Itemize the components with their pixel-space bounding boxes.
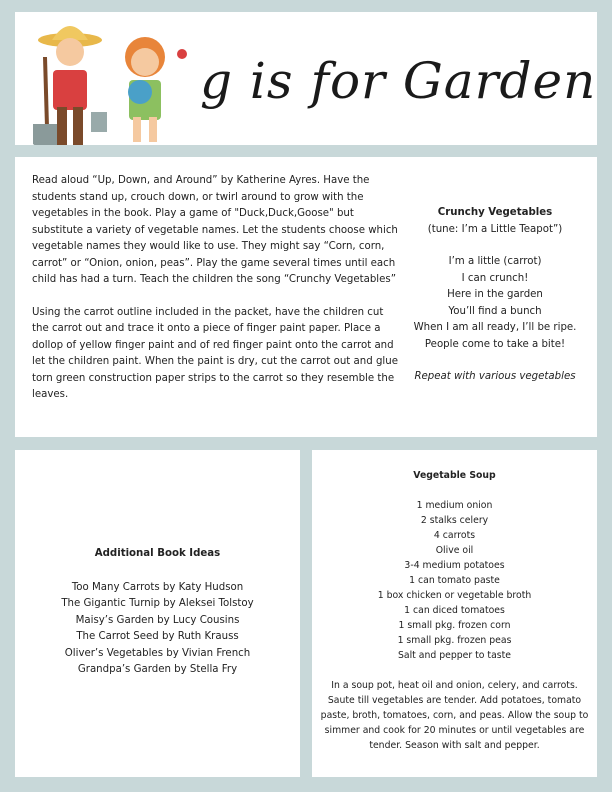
book-ideas-panel (15, 450, 300, 777)
song-tune: (tune: I’m a Little Teapot”) (427, 223, 563, 235)
children-gardening-illustration (25, 12, 195, 145)
song-title: Crunchy Vegetables (437, 207, 553, 218)
soup-title: Vegetable Soup (413, 470, 496, 481)
ingredient: 1 can tomato paste (409, 575, 500, 586)
ingredient: Olive oil (435, 545, 474, 556)
header (15, 12, 597, 145)
activity-paragraph: Using the carrot outline included in the packet, have the children cut the carrot out and trace it onto a piece of finger paint paper. Place a dollop of yellow finger paint and of red finger paint onto the carrot and let the children paint. When the paint is dry, cut the carrot out and glue torn green construction paper strips to the carrot so they resemble the leaves. (32, 306, 398, 400)
ingredient: 3-4 medium potatoes (404, 560, 505, 571)
activity-paragraph: Read aloud “Up, Down, and Around” by Katherine Ayres. Have the students stand up, crouch down, or twirl around to grow with the vegetables in the book. Play a game of "Duck,Duck,Goose" but substitute a variety of vegetable names. Let the students choose which vegetable names they would like to use. They might say “Corn, corn, carrot” or “Onion, onion, peas”. Play the game several times until each child has had a turn. Teach the children the song “Crunchy Vegetables” (32, 175, 398, 285)
ingredient: 4 carrots (433, 530, 476, 541)
ingredient: 2 stalks celery (420, 515, 489, 526)
soup-recipe-panel (312, 450, 597, 777)
ingredient: 1 small pkg. frozen corn (398, 620, 511, 631)
soup-directions: In a soup pot, heat oil and onion, celery, and carrots. Saute till vegetables are tender. Add potatoes, tomato paste, broth, tomatoes, corn, and peas. Allow the soup to simmer and cook for 20 minutes or until vegetables are tender. Season with salt and pepper. (320, 680, 589, 751)
book-item: The Carrot Seed by Ruth Krauss (76, 631, 239, 642)
book-item: Oliver’s Vegetables by Vivian French (64, 647, 251, 659)
song-line: When I am all ready, I’ll be ripe. (413, 322, 577, 333)
ingredient: 1 medium onion (416, 500, 493, 511)
ingredient: Salt and pepper to taste (398, 650, 511, 661)
ingredient: 1 small pkg. frozen peas (397, 635, 512, 646)
book-item: Maisy’s Garden by Lucy Cousins (75, 614, 240, 626)
book-item: The Gigantic Turnip by Aleksei Tolstoy (61, 598, 254, 609)
song-line: I’m a little (carrot) (448, 256, 542, 267)
ingredient: 1 box chicken or vegetable broth (377, 590, 532, 601)
books-title: Additional Book Ideas (94, 548, 221, 559)
song-note: Repeat with various vegetables (414, 371, 576, 382)
page-title: g is for Garden (200, 52, 597, 110)
song-line: Here in the garden (447, 289, 543, 300)
book-item: Grandpa’s Garden by Stella Fry (77, 664, 238, 675)
ingredient: 1 can diced tomatoes (404, 605, 505, 616)
book-item: Too Many Carrots by Katy Hudson (71, 581, 244, 593)
song-line: You’ll find a bunch (448, 305, 542, 317)
activity-panel (15, 157, 597, 437)
song-line: People come to take a bite! (424, 338, 566, 350)
song-line: I can crunch! (461, 272, 529, 284)
